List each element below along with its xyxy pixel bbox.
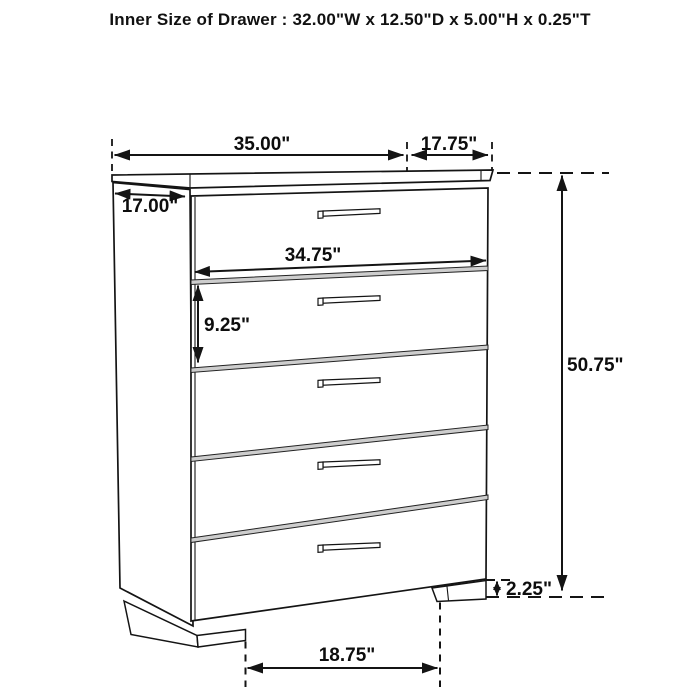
dim-overall-height-label: 50.75" xyxy=(567,355,624,376)
dim-foot-spacing-label: 18.75" xyxy=(318,645,376,666)
left-foot xyxy=(197,630,246,648)
dim-foot-height-label: 2.25" xyxy=(506,579,552,600)
dim-overall-width-label: 35.00" xyxy=(233,134,291,155)
dim-drawer-width-label: 34.75" xyxy=(284,245,342,266)
page-title: Inner Size of Drawer : 32.00"W x 12.50"D x 5.00"H x 0.25"T xyxy=(109,10,591,29)
dim-side-depth xyxy=(115,194,185,218)
dim-top-depth xyxy=(412,134,489,155)
chest-side-panel xyxy=(113,183,193,627)
chest-top-slab xyxy=(112,170,493,188)
dim-side-depth-label: 17.00" xyxy=(121,196,179,217)
dim-overall-height xyxy=(562,176,624,591)
dim-overall-width xyxy=(115,134,404,155)
dim-drawer-height-label: 9.25" xyxy=(204,315,250,336)
dim-top-depth-label: 17.75" xyxy=(420,134,478,155)
dim-foot-height xyxy=(497,579,552,600)
dim-foot-spacing xyxy=(248,645,438,668)
